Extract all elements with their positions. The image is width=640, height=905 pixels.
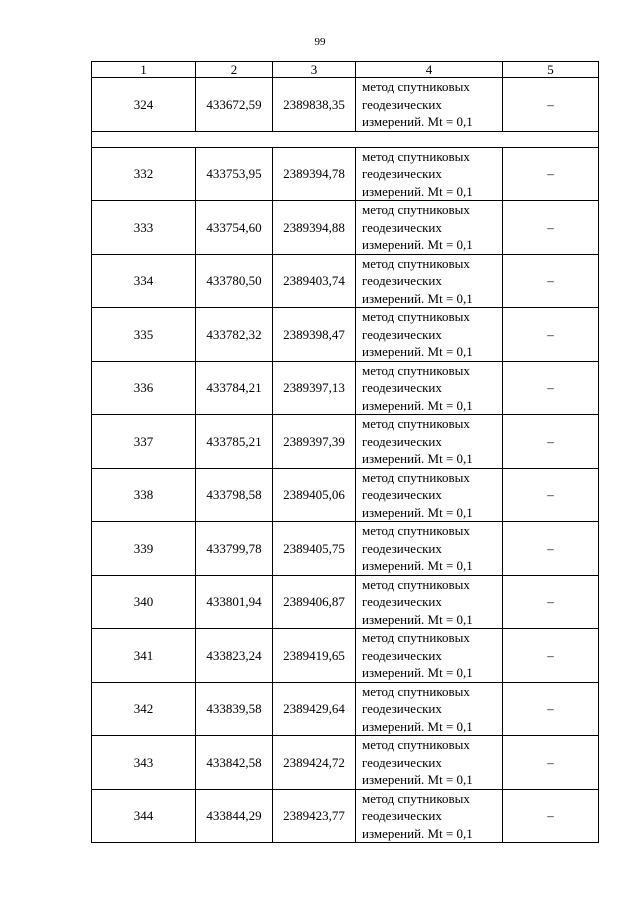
note-cell: – bbox=[503, 147, 599, 201]
point-number: 344 bbox=[92, 789, 196, 843]
table-row bbox=[92, 522, 599, 576]
point-number: 336 bbox=[92, 361, 196, 415]
section-separator-row bbox=[92, 131, 599, 147]
point-number: 342 bbox=[92, 682, 196, 736]
x-coordinate: 433753,95 bbox=[196, 147, 273, 201]
y-coordinate: 2389838,35 bbox=[273, 78, 356, 132]
page-number: 99 bbox=[314, 36, 326, 48]
table-row bbox=[92, 147, 599, 201]
note-cell: – bbox=[503, 78, 599, 132]
note-cell: – bbox=[503, 468, 599, 522]
coordinates-table bbox=[91, 61, 599, 843]
method-description: метод спутниковых геодезических измерений. Mt = 0,1 bbox=[356, 254, 503, 308]
method-description: метод спутниковых геодезических измерений. Mt = 0,1 bbox=[356, 468, 503, 522]
header-cell-1: 1 bbox=[92, 62, 196, 78]
point-number: 339 bbox=[92, 522, 196, 576]
y-coordinate: 2389394,88 bbox=[273, 201, 356, 255]
point-number: 338 bbox=[92, 468, 196, 522]
point-number: 335 bbox=[92, 308, 196, 362]
header-cell-5: 5 bbox=[503, 62, 599, 78]
y-coordinate: 2389419,65 bbox=[273, 629, 356, 683]
note-cell: – bbox=[503, 522, 599, 576]
table-row bbox=[92, 629, 599, 683]
y-coordinate: 2389394,78 bbox=[273, 147, 356, 201]
x-coordinate: 433799,78 bbox=[196, 522, 273, 576]
method-description: метод спутниковых геодезических измерений. Mt = 0,1 bbox=[356, 789, 503, 843]
y-coordinate: 2389403,74 bbox=[273, 254, 356, 308]
x-coordinate: 433672,59 bbox=[196, 78, 273, 132]
x-coordinate: 433842,58 bbox=[196, 736, 273, 790]
x-coordinate: 433754,60 bbox=[196, 201, 273, 255]
table-row bbox=[92, 201, 599, 255]
table-row bbox=[92, 361, 599, 415]
x-coordinate: 433785,21 bbox=[196, 415, 273, 469]
note-cell: – bbox=[503, 575, 599, 629]
empty-separator-cell bbox=[92, 131, 599, 147]
y-coordinate: 2389424,72 bbox=[273, 736, 356, 790]
x-coordinate: 433839,58 bbox=[196, 682, 273, 736]
y-coordinate: 2389397,13 bbox=[273, 361, 356, 415]
header-cell-3: 3 bbox=[273, 62, 356, 78]
note-cell: – bbox=[503, 308, 599, 362]
method-description: метод спутниковых геодезических измерений. Mt = 0,1 bbox=[356, 736, 503, 790]
note-cell: – bbox=[503, 736, 599, 790]
point-number: 332 bbox=[92, 147, 196, 201]
header-cell-4: 4 bbox=[356, 62, 503, 78]
note-cell: – bbox=[503, 789, 599, 843]
table-header-row bbox=[92, 62, 599, 78]
method-description: метод спутниковых геодезических измерений. Mt = 0,1 bbox=[356, 415, 503, 469]
y-coordinate: 2389397,39 bbox=[273, 415, 356, 469]
point-number: 333 bbox=[92, 201, 196, 255]
y-coordinate: 2389398,47 bbox=[273, 308, 356, 362]
x-coordinate: 433801,94 bbox=[196, 575, 273, 629]
x-coordinate: 433844,29 bbox=[196, 789, 273, 843]
point-number: 341 bbox=[92, 629, 196, 683]
y-coordinate: 2389405,75 bbox=[273, 522, 356, 576]
note-cell: – bbox=[503, 682, 599, 736]
method-description: метод спутниковых геодезических измерений. Mt = 0,1 bbox=[356, 361, 503, 415]
method-description: метод спутниковых геодезических измерений. Mt = 0,1 bbox=[356, 575, 503, 629]
table-row bbox=[92, 468, 599, 522]
table-row bbox=[92, 575, 599, 629]
y-coordinate: 2389429,64 bbox=[273, 682, 356, 736]
method-description: метод спутниковых геодезических измерений. Mt = 0,1 bbox=[356, 522, 503, 576]
table-row bbox=[92, 415, 599, 469]
method-description: метод спутниковых геодезических измерений. Mt = 0,1 bbox=[356, 78, 503, 132]
note-cell: – bbox=[503, 415, 599, 469]
x-coordinate: 433784,21 bbox=[196, 361, 273, 415]
table-row bbox=[92, 789, 599, 843]
note-cell: – bbox=[503, 201, 599, 255]
y-coordinate: 2389405,06 bbox=[273, 468, 356, 522]
x-coordinate: 433823,24 bbox=[196, 629, 273, 683]
y-coordinate: 2389423,77 bbox=[273, 789, 356, 843]
point-number: 337 bbox=[92, 415, 196, 469]
method-description: метод спутниковых геодезических измерений. Mt = 0,1 bbox=[356, 308, 503, 362]
note-cell: – bbox=[503, 361, 599, 415]
x-coordinate: 433798,58 bbox=[196, 468, 273, 522]
point-number: 324 bbox=[92, 78, 196, 132]
table-row bbox=[92, 682, 599, 736]
table-row bbox=[92, 308, 599, 362]
y-coordinate: 2389406,87 bbox=[273, 575, 356, 629]
table-row bbox=[92, 736, 599, 790]
method-description: метод спутниковых геодезических измерений. Mt = 0,1 bbox=[356, 682, 503, 736]
header-cell-2: 2 bbox=[196, 62, 273, 78]
table-row bbox=[92, 254, 599, 308]
method-description: метод спутниковых геодезических измерений. Mt = 0,1 bbox=[356, 629, 503, 683]
method-description: метод спутниковых геодезических измерений. Mt = 0,1 bbox=[356, 201, 503, 255]
x-coordinate: 433782,32 bbox=[196, 308, 273, 362]
method-description: метод спутниковых геодезических измерений. Mt = 0,1 bbox=[356, 147, 503, 201]
note-cell: – bbox=[503, 254, 599, 308]
note-cell: – bbox=[503, 629, 599, 683]
point-number: 340 bbox=[92, 575, 196, 629]
point-number: 334 bbox=[92, 254, 196, 308]
point-number: 343 bbox=[92, 736, 196, 790]
table-row bbox=[92, 78, 599, 132]
x-coordinate: 433780,50 bbox=[196, 254, 273, 308]
